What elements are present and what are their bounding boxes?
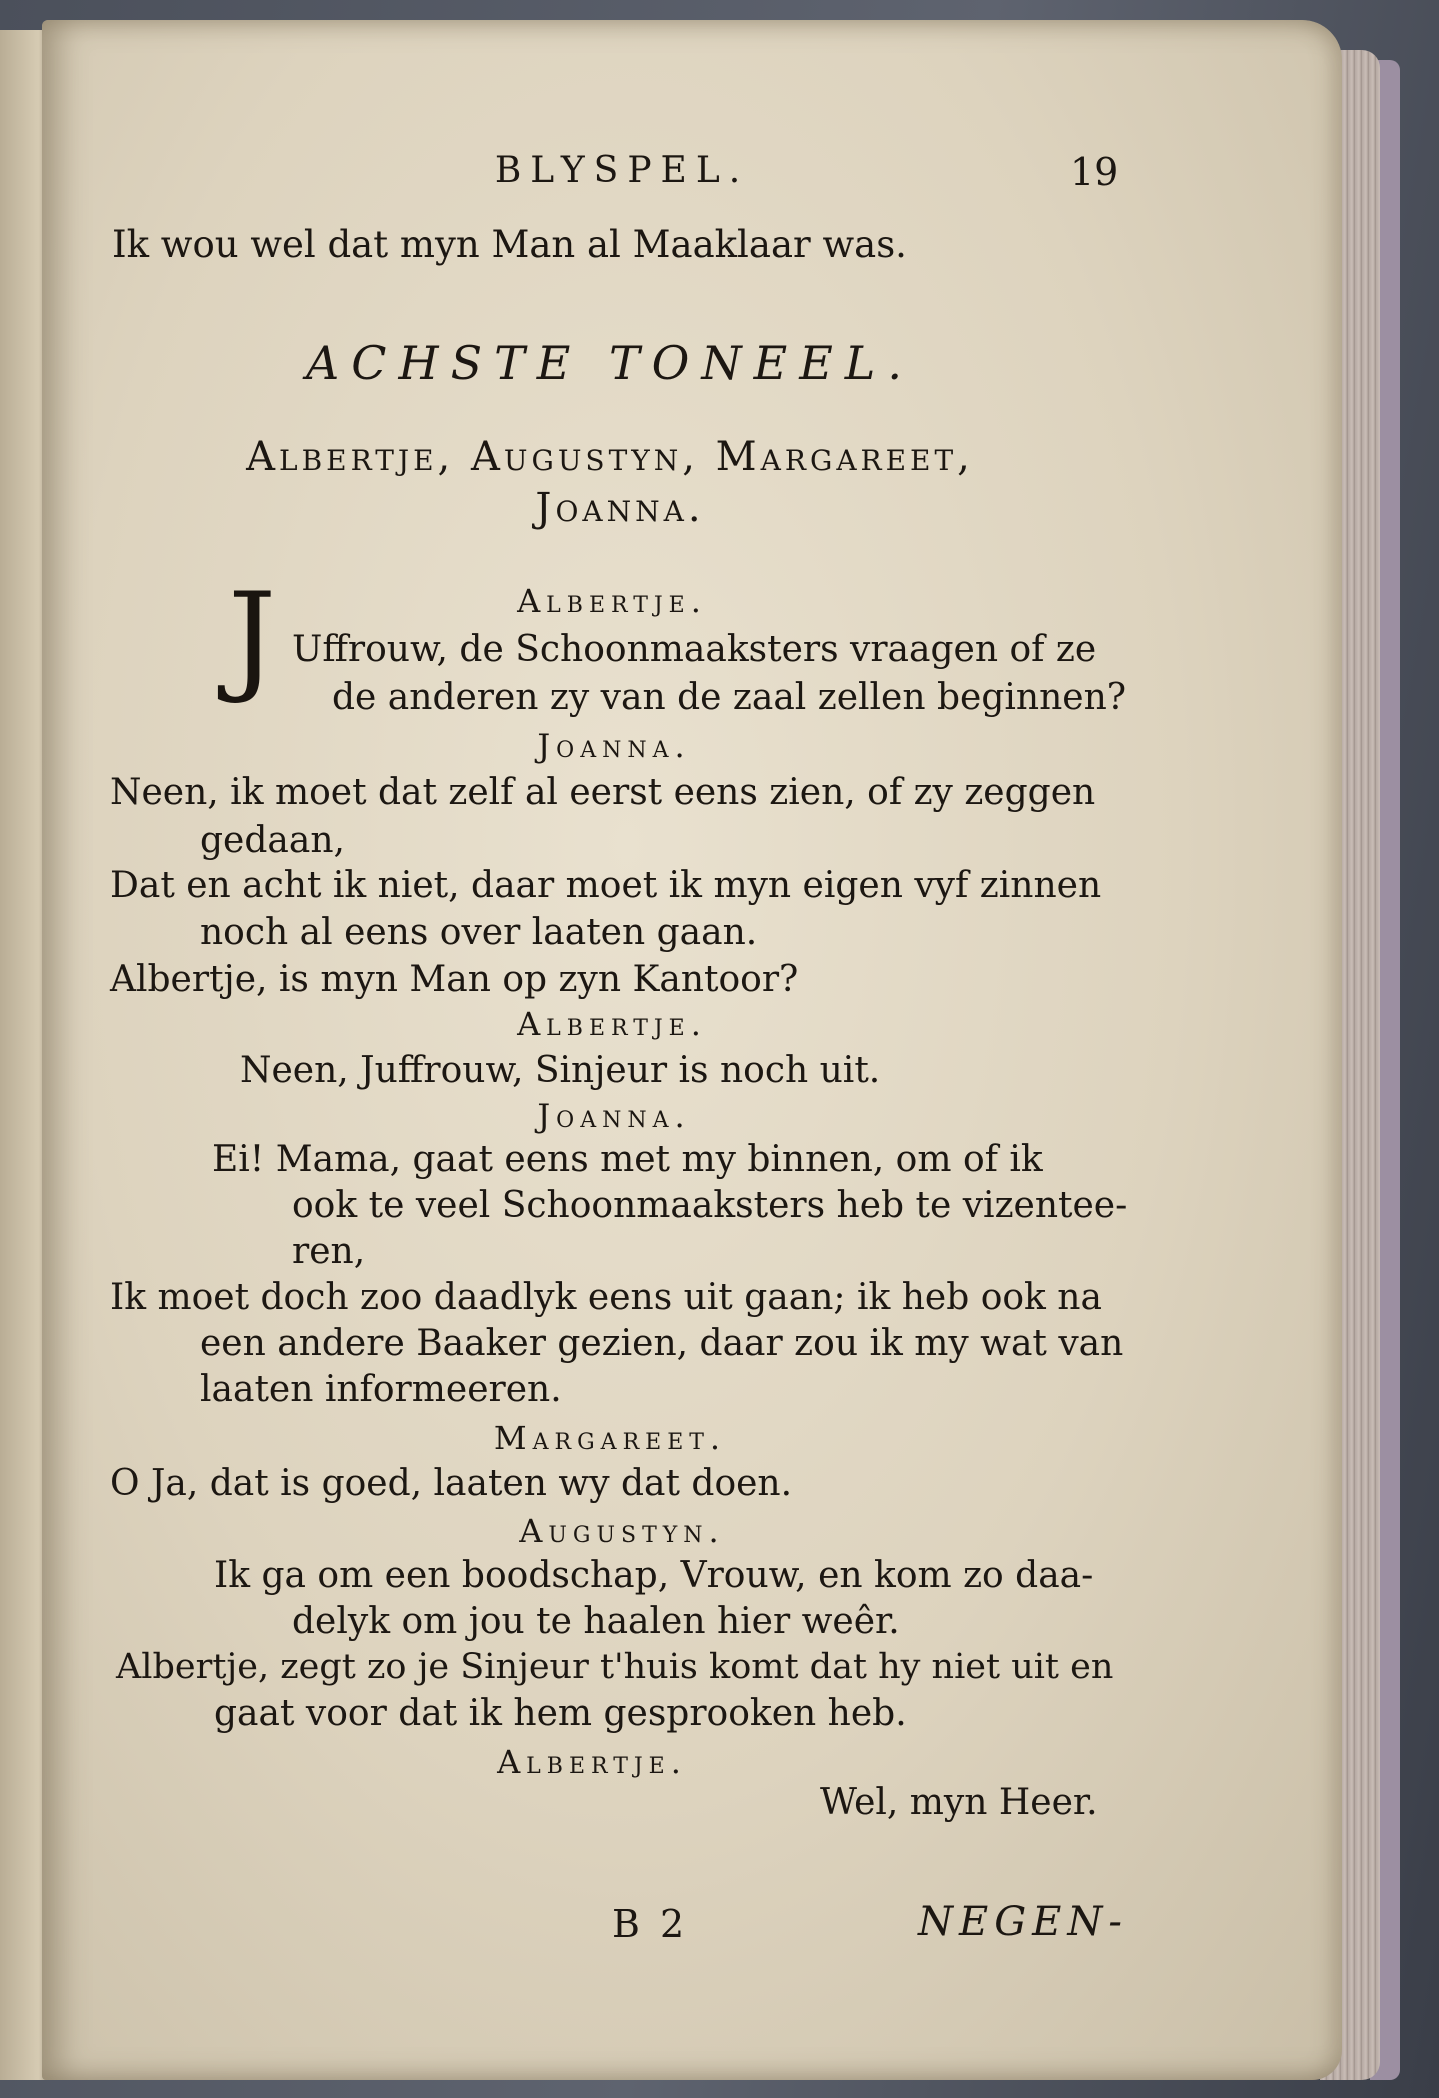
verse-line: gedaan, (200, 820, 345, 861)
verse-line: Neen, ik moet dat zelf al eerst eens zien, of zy zeggen (110, 772, 1096, 813)
speaker-label: Albertje. (517, 1005, 707, 1043)
verse-line: Uffrouw, de Schoonmaaksters vraagen of ze (292, 629, 1097, 670)
catchword: NEGEN- (918, 1899, 1128, 1945)
verse-line: de anderen zy van de zaal zellen beginnen? (332, 677, 1127, 718)
verse-line: O Ja, dat is goed, laaten wy dat doen. (110, 1463, 793, 1504)
drop-cap: J (228, 568, 277, 707)
scene-heading: ACHSTE TONEEL. (306, 336, 914, 390)
speaker-label: Augustyn. (519, 1512, 725, 1550)
verse-line: delyk om jou te haalen hier weêr. (292, 1601, 900, 1642)
verse-line: Ik ga om een boodschap, Vrouw, en kom zo daa- (214, 1555, 1094, 1596)
verse-line: Albertje, is myn Man op zyn Kantoor? (110, 959, 799, 1000)
top-verse-line: Ik wou wel dat myn Man al Maaklaar was. (112, 223, 907, 266)
verse-line: noch al eens over laaten gaan. (200, 912, 758, 953)
speaker-label: Margareet. (493, 1419, 727, 1457)
running-head: BLYSPEL. (494, 150, 750, 191)
cast-list-line-1: Albertje, Augustyn, Margareet, (246, 434, 974, 480)
verse-line: een andere Baaker gezien, daar zou ik my wat van (200, 1323, 1124, 1364)
verse-line: Ik moet doch zoo daadlyk eens uit gaan; ik heb ook na (110, 1277, 1102, 1318)
verse-line: Albertje, zegt zo je Sinjeur t'huis komt dat hy niet uit en (116, 1647, 1114, 1687)
verse-line: gaat voor dat ik hem gesprooken heb. (214, 1693, 907, 1734)
page-number: 19 (1070, 150, 1119, 194)
verse-line: ren, (292, 1231, 366, 1272)
verse-line: laaten informeeren. (200, 1369, 562, 1410)
speaker-label: Joanna. (537, 727, 691, 765)
speaker-label: Albertje. (497, 1743, 687, 1781)
verse-line: Dat en acht ik niet, daar moet ik myn eigen vyf zinnen (110, 865, 1102, 906)
verse-line: Wel, myn Heer. (820, 1782, 1098, 1823)
cast-list-line-2: Joanna. (535, 485, 705, 531)
book-page (42, 20, 1342, 2080)
verse-line: ook te veel Schoonmaaksters heb te vizentee- (292, 1185, 1128, 1226)
speaker-label: Albertje. (517, 582, 707, 620)
signature-mark: B 2 (612, 1902, 689, 1946)
verse-line: Ei! Mama, gaat eens met my binnen, om of ik (212, 1139, 1043, 1180)
verse-line: Neen, Juffrouw, Sinjeur is noch uit. (240, 1050, 881, 1091)
speaker-label: Joanna. (537, 1097, 691, 1135)
